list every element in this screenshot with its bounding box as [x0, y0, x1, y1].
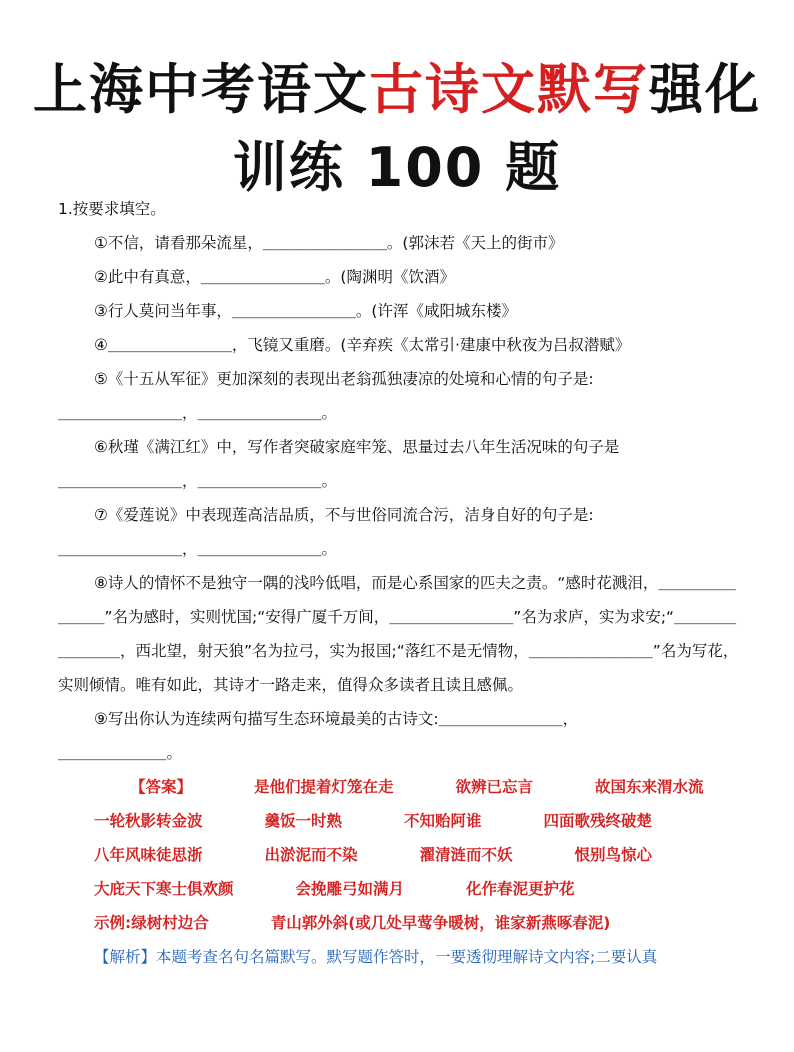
answer-item: 是他们提着灯笼在走 [254, 778, 394, 796]
question-item-9: ⑨写出你认为连续两句描写生态环境最美的古诗文:＿＿＿＿＿＿＿＿， [94, 710, 579, 728]
answer-item: 恨别鸟惊心 [574, 846, 653, 864]
question-item-9-blanks: ＿＿＿＿＿＿＿。 [58, 744, 183, 762]
question-item-6-blanks: ＿＿＿＿＿＿＿＿，＿＿＿＿＿＿＿＿。 [58, 472, 338, 490]
answer-item: 会挽雕弓如满月 [295, 880, 405, 898]
answer-item: 青山郭外斜(或几处早莺争暖树，谁家新燕啄春泥) [270, 914, 611, 932]
question-heading: 1.按要求填空。 [58, 200, 166, 218]
answer-item: 羹饭一时熟 [264, 812, 343, 830]
question-item-6: ⑥秋瑾《满江红》中，写作者突破家庭牢笼、思量过去八年生活况味的句子是 [94, 438, 620, 456]
question-item-3: ③行人莫问当年事，＿＿＿＿＿＿＿＿。(许浑《咸阳城东楼》 [94, 302, 517, 320]
question-item-5-blanks: ＿＿＿＿＿＿＿＿，＿＿＿＿＿＿＿＿。 [58, 404, 338, 422]
analysis-section: 【解析】本题考查名句名篇默写。默写题作答时，一要透彻理解诗文内容;二要认真 [94, 948, 658, 966]
answer-item: 八年风味徒思浙 [94, 846, 203, 864]
answer-item: 一轮秋影转金波 [94, 812, 203, 830]
answer-label: 【答案】 [130, 778, 193, 796]
title-line-1: 上海中考语文古诗文默写强化 [33, 58, 761, 121]
answer-item: 四面歌残终破楚 [543, 812, 653, 830]
question-item-2: ②此中有真意，＿＿＿＿＿＿＿＿。(陶渊明《饮酒》 [94, 268, 455, 286]
answer-item: 大庇天下寒士俱欢颜 [94, 880, 234, 898]
answer-item: 示例:绿树村边合 [94, 914, 209, 932]
answer-item: 不知贻阿谁 [404, 812, 482, 830]
answer-item: 出淤泥而不染 [264, 846, 358, 864]
answer-item: 故国东来渭水流 [595, 778, 704, 796]
question-item-5: ⑤《十五从军征》更加深刻的表现出老翁孤独凄凉的处境和心情的句子是: [94, 370, 594, 388]
question-item-4: ④＿＿＿＿＿＿＿＿，飞镜又重磨。(辛弃疾《太常引·建康中秋夜为吕叔潜赋》 [94, 336, 631, 354]
answer-item: 化作春泥更护花 [466, 880, 575, 898]
question-item-1: ①不信，请看那朵流星，＿＿＿＿＿＿＿＿。(郭沫若《天上的街市》 [94, 234, 564, 252]
question-item-7: ⑦《爱莲说》中表现莲高洁品质，不与世俗同流合污，洁身自好的句子是: [94, 506, 594, 524]
answer-item: 濯清涟而不妖 [419, 846, 513, 864]
question-item-7-blanks: ＿＿＿＿＿＿＿＿，＿＿＿＿＿＿＿＿。 [58, 540, 338, 558]
question-item-8: ⑧诗人的情怀不是独守一隅的浅吟低唱，而是心系国家的匹夫之责。“感时花溅泪，＿＿＿＿＿＿＿＿”名为感时，实则忧国;“安得广厦千万间，＿＿＿＿＿＿＿＿”名为求庐，实为求安;“＿＿＿＿＿＿＿＿，西北望，射天狼”名为拉弓，实为报国;“落红不是无情物，＿＿＿＿＿＿＿＿”名为写花，实则倾情。唯有如此，其诗才一路走来，值得众多读者且读且感佩。 [58, 574, 739, 694]
answer-item: 欲辨已忘言 [455, 778, 534, 796]
title-line-2: 训练 100 题 [232, 136, 562, 199]
answer-section [58, 770, 748, 940]
question-content [58, 192, 748, 974]
title-highlight: 古诗文默写 [369, 58, 649, 121]
